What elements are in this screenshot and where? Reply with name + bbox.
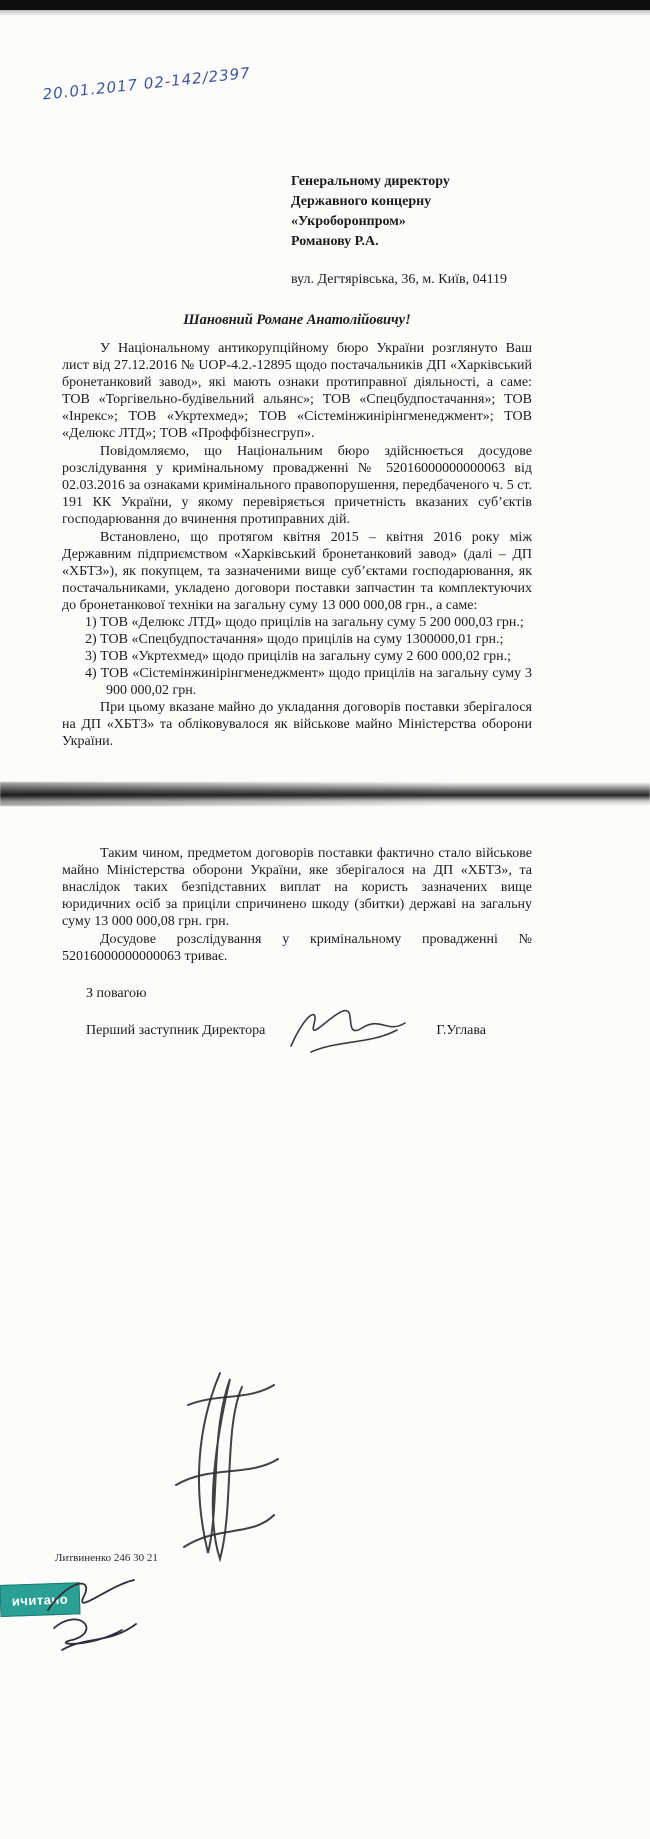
recipient-line-3: «Укроборонпром» [291,214,406,229]
body-paragraph-3: Встановлено, що протягом квітня 2015 – квітня 2016 року між Державним підприємством «Харківський бронетанковий завод» (далі – ДП «ХБТЗ»), як покупцем, та зазначеними вище суб’єктами господарювання, як постачальниками, укладено договори поставки запчастин та комплектуючих до бронетанкової техніки на загальну суму 13 000 000,08 грн., а саме: [62,530,532,613]
body-paragraph-4: При цьому вказане майно до укладання договорів поставки зберігалося на ДП «ХБТЗ» та обліковувалося як військове майно Міністерства оборони України. [62,700,532,749]
body-paragraph-1: У Національному антикорупційному бюро України розглянуто Ваш лист від 27.12.2016 № UOP-4.2.-12895 щодо постачальників ДП «Харківський бронетанковий завод», які мають ознаки протиправної діяльності, а саме: ТОВ «Торгівельно-будівельний альянс»; ТОВ «Спецбудпостачання»; ТОВ «Інрекс»; ТОВ «Укртехмед»; ТОВ «Сістемінжинірінгменеджмент»; ТОВ «Делюкс ЛТД»; ТОВ «Проффбізнесгруп». [62,341,532,441]
contact-note: Литвиненко 246 30 21 [55,1552,158,1564]
salutation: Шановний Романе Анатолійовичу! [183,312,411,328]
recipient-line-4: Романову Р.А. [291,234,379,249]
scan-artifact-top-bar [0,0,650,10]
signer-title: Перший заступник Директора [86,1023,266,1038]
recipient-line-1: Генеральному директору [291,174,450,189]
supplier-list [62,614,532,699]
bottom-left-signature-icon [38,1552,153,1657]
closing-phrase: З повагою [86,986,147,1001]
recipient-line-2: Державного концерну [291,194,432,209]
recipient-address: вул. Дегтярівська, 36, м. Київ, 04119 [291,272,508,287]
list-item-2: 2) ТОВ «Спецбудпостачання» щодо прицілів на суму 1300000,01 грн.; [85,632,504,647]
body-paragraph-2: Повідомляємо, що Національним бюро здійснюється досудове розслідування у кримінальному провадженні № 52016000000000063 від 02.03.2016 за ознаками кримінального правопорушення, передбаченого ч. 5 ст. 191 КК України, у якому перевіряється причетність вказаних суб’єктів господарювання до вчинення протиправних дій. [62,444,532,527]
recipient-block [291,172,546,290]
proofread-stamp-label: ичитано [11,1591,69,1609]
director-signature-icon [283,998,413,1068]
page2-paragraph-2: Досудове розслідування у кримінальному провадженні № 52016000000000063 триває. [62,932,532,964]
large-signature-scribble-icon [148,1365,298,1570]
page2-paragraph-1: Таким чином, предметом договорів поставки фактично стало військове майно Міністерства оборони України, яке зберігалося на ДП «ХБТЗ», та внаслідок таких безпідставних виплат на користь зазначених вище юридичних осіб за приціли спричинено шкоду (збитки) державі на загальну суму 13 000 000,08 грн. грн. [62,846,532,929]
list-item-1: 1) ТОВ «Делюкс ЛТД» щодо прицілів на загальну суму 5 200 000,03 грн.; [85,615,524,630]
page1-body [62,340,532,750]
scan-artifact-top-fade [0,10,650,16]
signer-name: Г.Углава [436,1023,486,1038]
page-break-artifact [0,782,650,806]
handwritten-registration-note: 20.01.2017 02-142/2397 [41,63,252,104]
list-item-4: 4) ТОВ «Сістемінжинірінгменеджмент» щодо прицілів на загальну суму 3 900 000,02 грн. [85,666,532,698]
list-item-3: 3) ТОВ «Укртехмед» щодо прицілів на загальну суму 2 600 000,02 грн.; [85,649,512,664]
